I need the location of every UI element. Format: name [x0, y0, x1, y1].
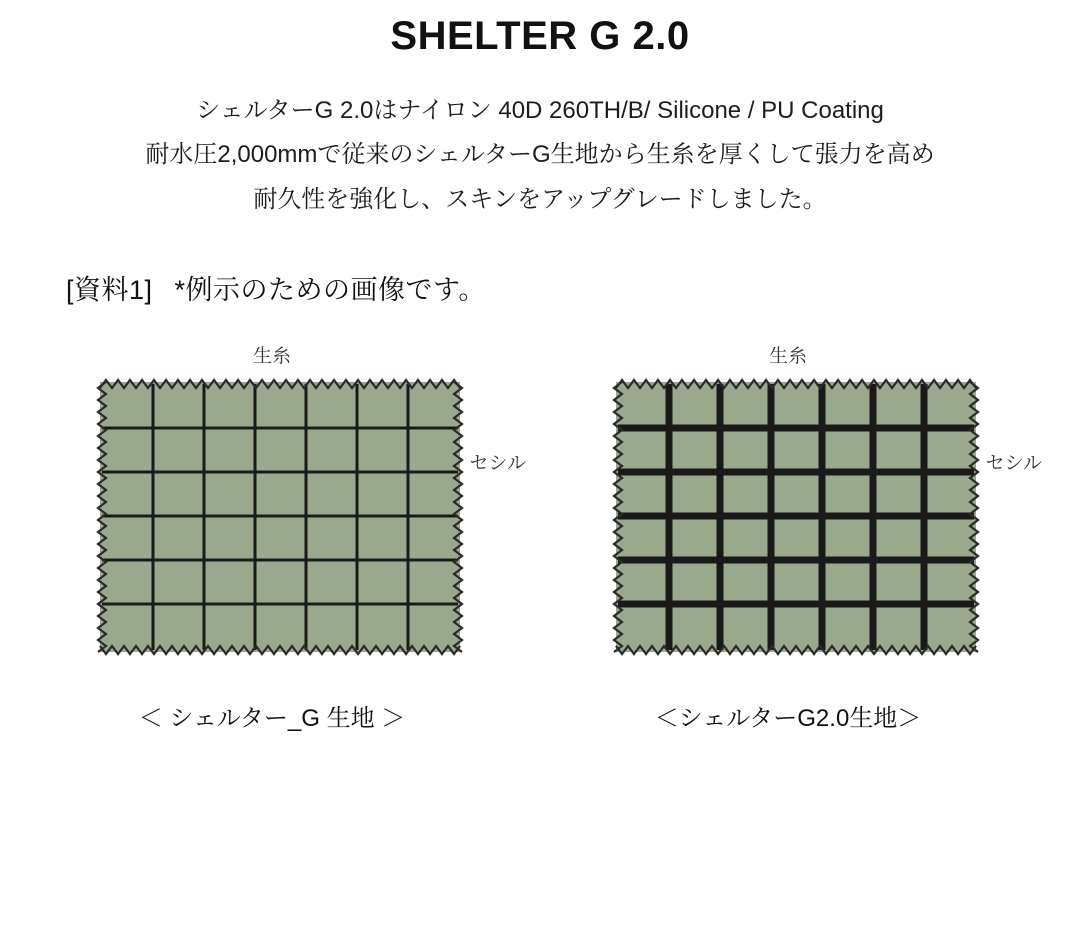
figure-2-side-label: セシル	[985, 453, 1042, 475]
description-line-2: 耐水圧2,000mmで従来のシェルターG生地から生糸を厚くして張力を高め	[145, 141, 935, 169]
figure-1-swatch-wrap	[52, 376, 526, 666]
fabric-swatch-shelter-g-2	[610, 376, 982, 658]
page-title: SHELTER G 2.0	[390, 14, 690, 58]
figure-shelter-g-2	[568, 341, 1042, 733]
figure-1-caption: ＜ シェルター_G 生地 ＞	[138, 705, 406, 733]
figure-1-side-label: セシル	[469, 453, 526, 475]
reference-tag: [資料1]	[66, 275, 153, 306]
figure-2-top-label: 生糸	[768, 346, 807, 368]
description-line-3: 耐久性を強化し、スキンをアップグレードしました。	[253, 185, 827, 213]
fabric-swatch-shelter-g	[94, 376, 466, 658]
figure-1-top-label: 生糸	[252, 346, 291, 368]
reference-caption	[0, 268, 1080, 307]
figure-group	[0, 341, 1080, 733]
page-root	[0, 14, 1080, 926]
description-block	[0, 89, 1080, 222]
figure-shelter-g	[52, 341, 526, 733]
figure-2-swatch-wrap	[568, 376, 1042, 666]
reference-note: *例示のための画像です。	[174, 275, 486, 306]
description-line-1: シェルターG 2.0はナイロン 40D 260TH/B/ Silicone / PU Coating	[196, 97, 884, 124]
figure-2-caption: ＜シェルターG2.0生地＞	[654, 705, 922, 733]
